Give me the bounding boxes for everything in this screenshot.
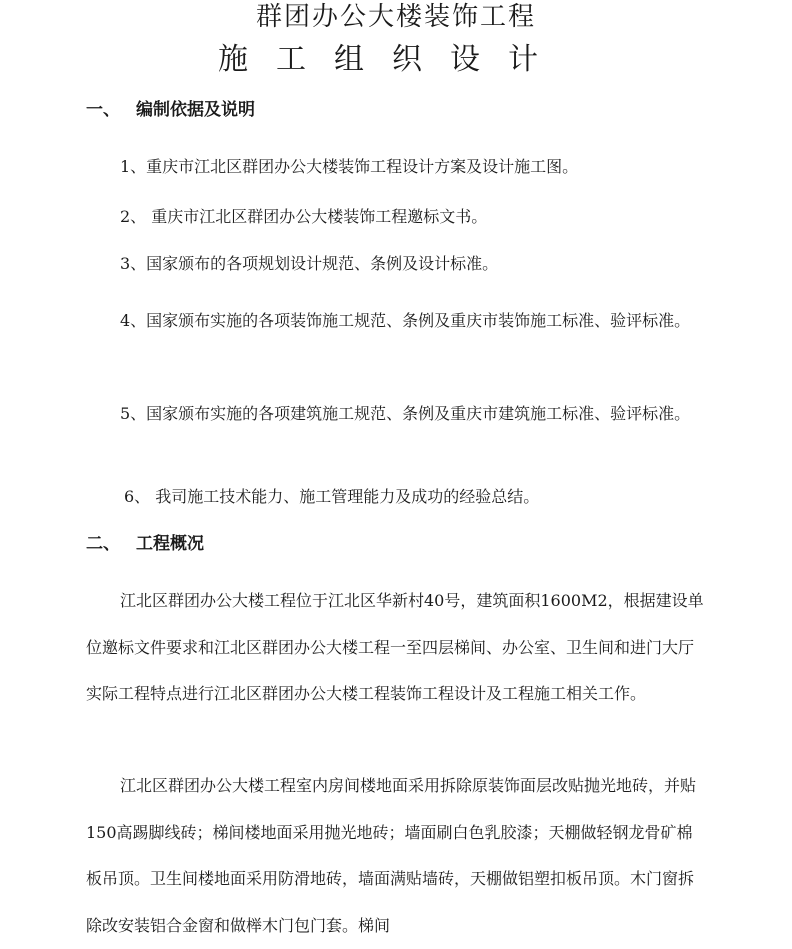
list-item: 2、 重庆市江北区群团办公大楼装饰工程邀标文书。	[120, 207, 488, 226]
list-item: 1、重庆市江北区群团办公大楼装饰工程设计方案及设计施工图。	[120, 157, 579, 176]
list-item: 4、国家颁布实施的各项装饰施工规范、条例及重庆市装饰施工标准、验评标准。	[120, 311, 691, 330]
section-heading-1	[86, 98, 255, 122]
list-item: 3、国家颁布的各项规划设计规范、条例及设计标准。	[120, 254, 499, 273]
section-heading-2	[86, 532, 204, 556]
title-line-2: 施工组织设计	[218, 42, 566, 77]
section-title: 工程概况	[136, 534, 204, 554]
section-number: 一、	[86, 100, 120, 120]
section-number: 二、	[86, 534, 120, 554]
list-item: 6、 我司施工技术能力、施工管理能力及成功的经验总结。	[124, 487, 540, 506]
title-line-1: 群团办公大楼装饰工程	[255, 2, 536, 32]
paragraph: 江北区群团办公大楼工程室内房间楼地面采用拆除原装饰面层改贴抛光地砖，并贴150高踢脚线砖；梯间楼地面采用抛光地砖；墙面刷白色乳胶漆；天棚做轻钢龙骨矿棉板吊顶。卫生间楼地面采用防滑地砖，墙面满贴墙砖，天棚做铝塑扣板吊顶。木门窗拆除改安装铝合金窗和做榉木门包门套。梯间	[86, 776, 697, 935]
list-item: 5、国家颁布实施的各项建筑施工规范、条例及重庆市建筑施工标准、验评标准。	[120, 404, 691, 423]
paragraph: 江北区群团办公大楼工程位于江北区华新村40号，建筑面积1600M2，根据建设单位邀标文件要求和江北区群团办公大楼工程一至四层梯间、办公室、卫生间和进门大厅实际工程特点进行江北区群团办公大楼工程装饰工程设计及工程施工相关工作。	[86, 591, 704, 703]
section-title: 编制依据及说明	[136, 100, 255, 120]
